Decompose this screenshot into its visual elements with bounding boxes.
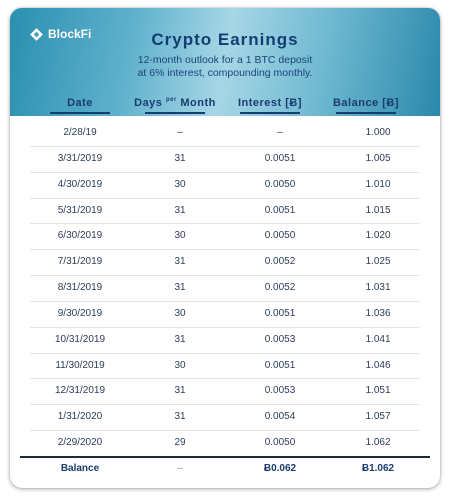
- totals-days: –: [177, 463, 183, 474]
- cell-date: 12/31/2019: [54, 385, 106, 397]
- brand-name: BlockFi: [48, 27, 92, 41]
- column-header-balance-label: Balance [Ƀ]: [332, 97, 400, 109]
- cell-interest: 0.0050: [264, 230, 296, 242]
- cell-date: 8/31/2019: [57, 282, 103, 294]
- column-header-balance: [316, 97, 416, 109]
- cell-balance: 1.020: [365, 230, 391, 242]
- cell-days: 31: [174, 385, 186, 397]
- cell-days: 31: [174, 411, 186, 423]
- column-header-interest: [220, 97, 320, 109]
- cell-balance: 1.000: [365, 127, 391, 138]
- table-row: [30, 354, 420, 380]
- cell-interest: 0.0053: [264, 333, 296, 345]
- cell-days: –: [177, 127, 183, 138]
- cell-interest: 0.0051: [264, 204, 296, 216]
- cell-days: 30: [174, 307, 186, 319]
- column-header-days-suffix: Month: [180, 97, 216, 109]
- column-header-days-sup: per: [165, 97, 177, 103]
- cell-interest: 0.0052: [264, 256, 296, 268]
- column-underline: [240, 112, 300, 114]
- cell-date: 7/31/2019: [57, 256, 103, 268]
- cell-interest: 0.0052: [264, 282, 296, 294]
- cell-days: 31: [174, 152, 186, 164]
- cell-date: 6/30/2019: [57, 230, 103, 242]
- table-row: [30, 405, 420, 431]
- cell-interest: –: [277, 127, 283, 138]
- column-underline: [336, 112, 396, 114]
- table-row: [30, 147, 420, 173]
- table-row: [30, 328, 420, 354]
- cell-date: 5/31/2019: [57, 204, 103, 216]
- column-header-interest-label: Interest [Ƀ]: [237, 97, 303, 109]
- cell-balance: 1.031: [365, 282, 391, 294]
- cell-date: 3/31/2019: [57, 152, 103, 164]
- cell-days: 30: [174, 359, 186, 371]
- cell-date: 10/31/2019: [54, 333, 106, 345]
- cell-balance: 1.051: [365, 385, 391, 397]
- earnings-table: [30, 121, 420, 457]
- cell-days: 29: [174, 437, 186, 449]
- cell-balance: 1.041: [365, 333, 391, 345]
- table-row: [30, 199, 420, 225]
- table-row: [30, 121, 420, 147]
- cell-balance: 1.010: [365, 178, 391, 190]
- cell-date: 2/28/19: [63, 127, 97, 138]
- header-banner: [10, 8, 440, 116]
- cell-days: 31: [174, 333, 186, 345]
- table-row: [30, 173, 420, 199]
- totals-label: Balance: [60, 463, 100, 474]
- cell-balance: 1.046: [365, 359, 391, 371]
- table-row: [30, 302, 420, 328]
- cell-days: 31: [174, 282, 186, 294]
- cell-days: 30: [174, 178, 186, 190]
- cell-date: 11/30/2019: [55, 359, 105, 371]
- cell-balance: 1.005: [365, 152, 391, 164]
- totals-row: [30, 458, 420, 482]
- table-row: [30, 276, 420, 302]
- table-row: [30, 250, 420, 276]
- cell-balance: 1.062: [365, 437, 391, 449]
- page-subtitle: [10, 54, 440, 80]
- cell-balance: 1.025: [365, 256, 391, 268]
- cell-interest: 0.0051: [264, 307, 296, 319]
- table-row: [30, 431, 420, 457]
- subtitle-line-1: 12-month outlook for a 1 BTC deposit: [137, 54, 313, 66]
- cell-interest: 0.0051: [264, 152, 296, 164]
- cell-days: 31: [174, 256, 186, 268]
- cell-interest: 0.0054: [264, 411, 296, 423]
- column-underline: [145, 112, 205, 114]
- cell-date: 2/29/2020: [57, 437, 103, 449]
- subtitle-line-2: at 6% interest, compounding monthly.: [137, 67, 313, 79]
- page-title: Crypto Earnings: [151, 30, 299, 49]
- cell-interest: 0.0051: [264, 359, 296, 371]
- cell-balance: 1.015: [365, 204, 391, 216]
- totals-balance: Ƀ1.062: [361, 463, 395, 474]
- totals-interest: Ƀ0.062: [263, 463, 297, 474]
- cell-balance: 1.036: [365, 307, 391, 319]
- cell-date: 4/30/2019: [57, 178, 103, 190]
- column-header-days-label: Days: [134, 97, 163, 109]
- cell-date: 1/31/2020: [57, 411, 103, 423]
- column-header-days: [125, 97, 225, 109]
- table-row: [30, 224, 420, 250]
- column-header-date: [30, 97, 130, 109]
- earnings-card: [10, 8, 440, 488]
- table-row: [30, 379, 420, 405]
- cell-interest: 0.0050: [264, 437, 296, 449]
- column-underline: [50, 112, 110, 114]
- cell-balance: 1.057: [365, 411, 391, 423]
- column-header-date-label: Date: [67, 97, 93, 109]
- cell-interest: 0.0050: [264, 178, 296, 190]
- cell-date: 9/30/2019: [57, 307, 103, 319]
- cell-days: 31: [174, 204, 186, 216]
- cell-days: 30: [174, 230, 186, 242]
- cell-interest: 0.0053: [264, 385, 296, 397]
